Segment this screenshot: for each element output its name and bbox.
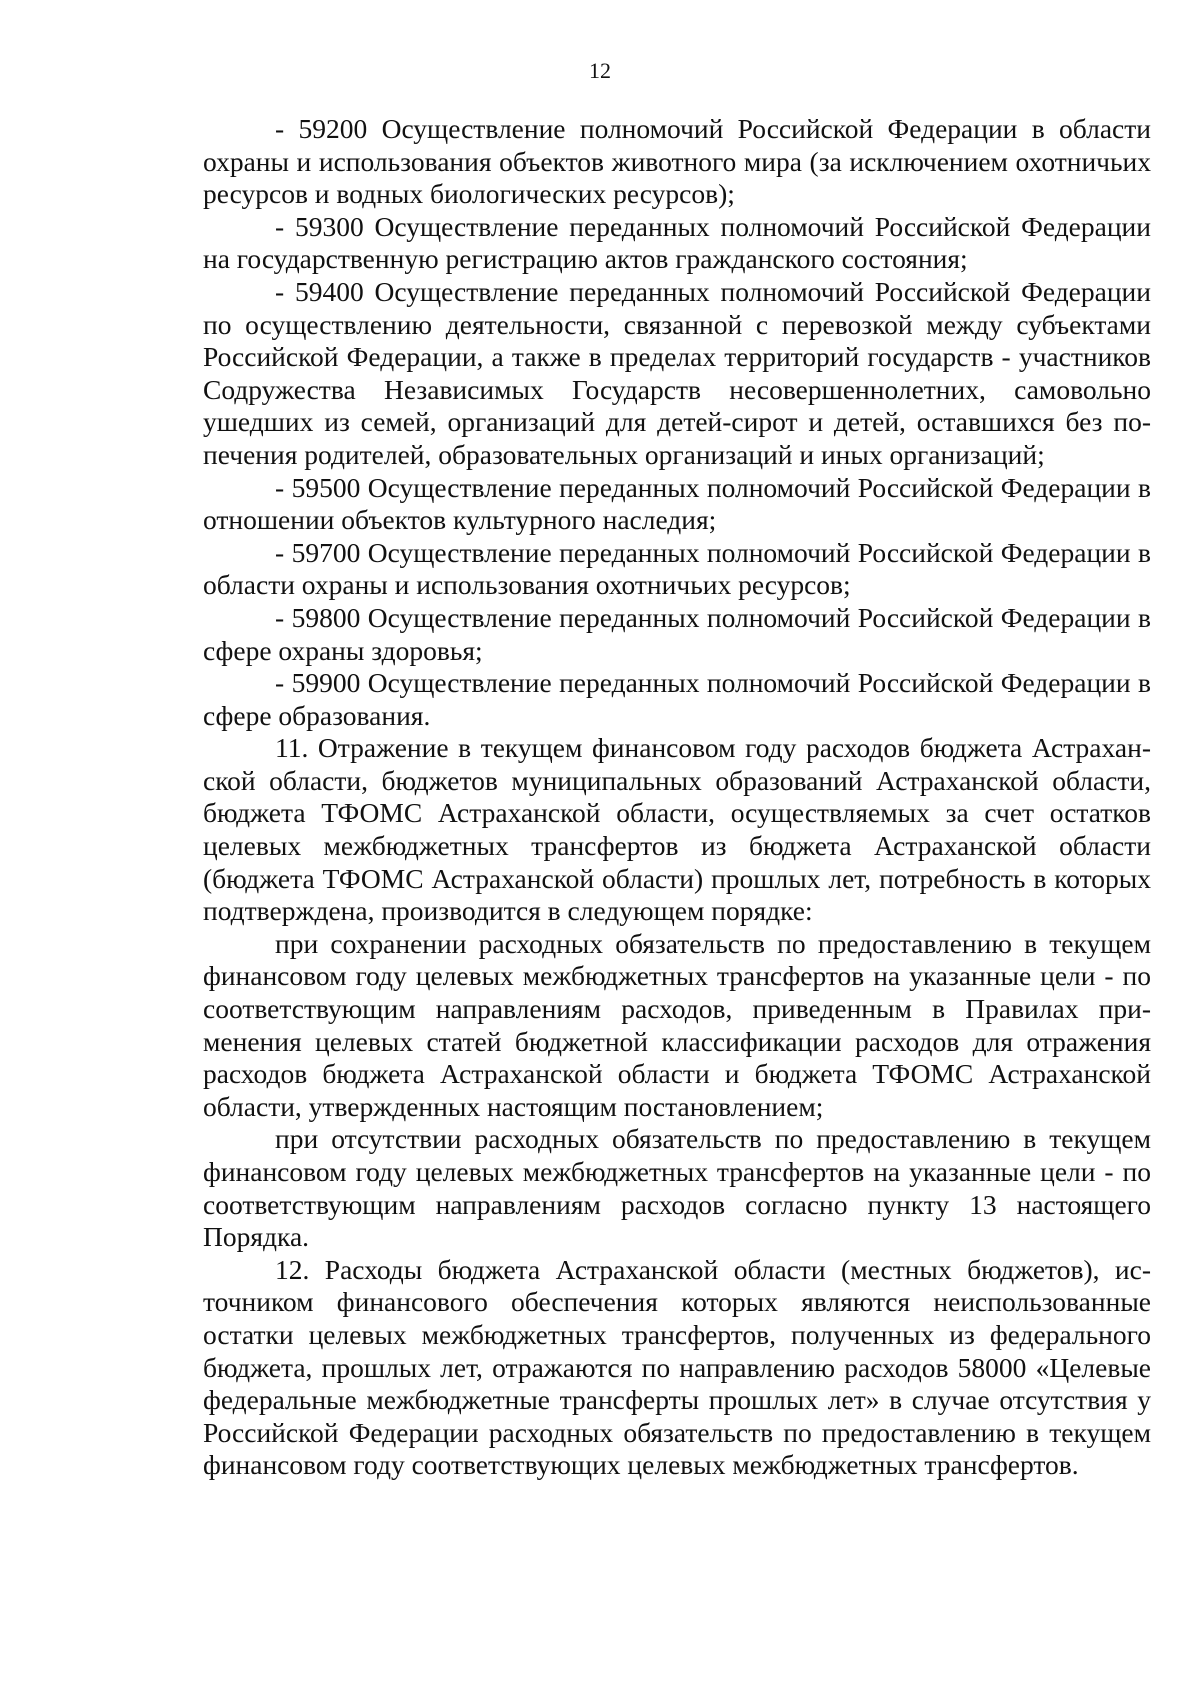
paragraph-59700: - 59700 Осуществление переданных полномочий Российской Федерации в области охраны и использования охотничьих ресурсов;	[203, 536, 1151, 601]
paragraph-item-12: 12. Расходы бюджета Астраханской области (местных бюджетов), источником финансового обеспечения которых являются неиспользованные остатки целевых межбюджетных трансфертов, полученных из федерального бюджета, прошлых лет, отражаются по направлению расходов 58000 «Целевые федеральные межбюджетные трансферты прошлых лет» в случае отсутствия у Российской Федерации расходных обязательств по предоставлению в текущем финансовом году соответствующих целевых межбюджетных трансфертов.	[203, 1253, 1151, 1481]
paragraph-item-11: 11. Отражение в текущем финансовом году расходов бюджета Астраханской области, бюджетов муниципальных образований Астраханской области, бюджета ТФОМС Астраханской области, осуществляемых за счет остатков целевых межбюджетных трансфертов из бюджета Астраханской области (бюджета ТФОМС Астраханской области) прошлых лет, потребность в которых подтверждена, производится в следующем порядке:	[203, 732, 1151, 927]
paragraph-59200: - 59200 Осуществление полномочий Российской Федерации в области охраны и использования объектов животного мира (за исключением охотничьих ресурсов и водных биологических ресурсов);	[203, 113, 1151, 210]
document-body	[203, 113, 1151, 1482]
paragraph-59400: - 59400 Осуществление переданных полномочий Российской Федерации по осуществлению деятельности, связанной с перевозкой между субъектами Российской Федерации, а также в пределах территорий государств - участников Содружества Независимых Государств несовершеннолетних, самовольно ушедших из семей, организаций для детей-сирот и детей, оставшихся без попечения родителей, образовательных организаций и иных организаций;	[203, 275, 1151, 470]
paragraph-item-11-case-preserved: при сохранении расходных обязательств по предоставлению в текущем финансовом году целевых межбюджетных трансфертов на указанные цели - по соответствующим направлениям расходов, приведенным в Правилах применения целевых статей бюджетной классификации расходов для отражения расходов бюджета Астраханской области и бюджета ТФОМС Астраханской области, утвержденных настоящим постановлением;	[203, 927, 1151, 1122]
paragraph-59800: - 59800 Осуществление переданных полномочий Российской Федерации в сфере охраны здоровья;	[203, 601, 1151, 666]
paragraph-item-11-case-absent: при отсутствии расходных обязательств по предоставлению в текущем финансовом году целевых межбюджетных трансфертов на указанные цели - по соответствующим направлениям расходов согласно пункту 13 настоящего Порядка.	[203, 1123, 1151, 1253]
paragraph-59300: - 59300 Осуществление переданных полномочий Российской Федерации на государственную регистрацию актов гражданского состояния;	[203, 210, 1151, 275]
paragraph-59500: - 59500 Осуществление переданных полномочий Российской Федерации в отношении объектов культурного наследия;	[203, 471, 1151, 536]
paragraph-59900: - 59900 Осуществление переданных полномочий Российской Федерации в сфере образования.	[203, 667, 1151, 731]
page-number: 12	[589, 58, 611, 83]
